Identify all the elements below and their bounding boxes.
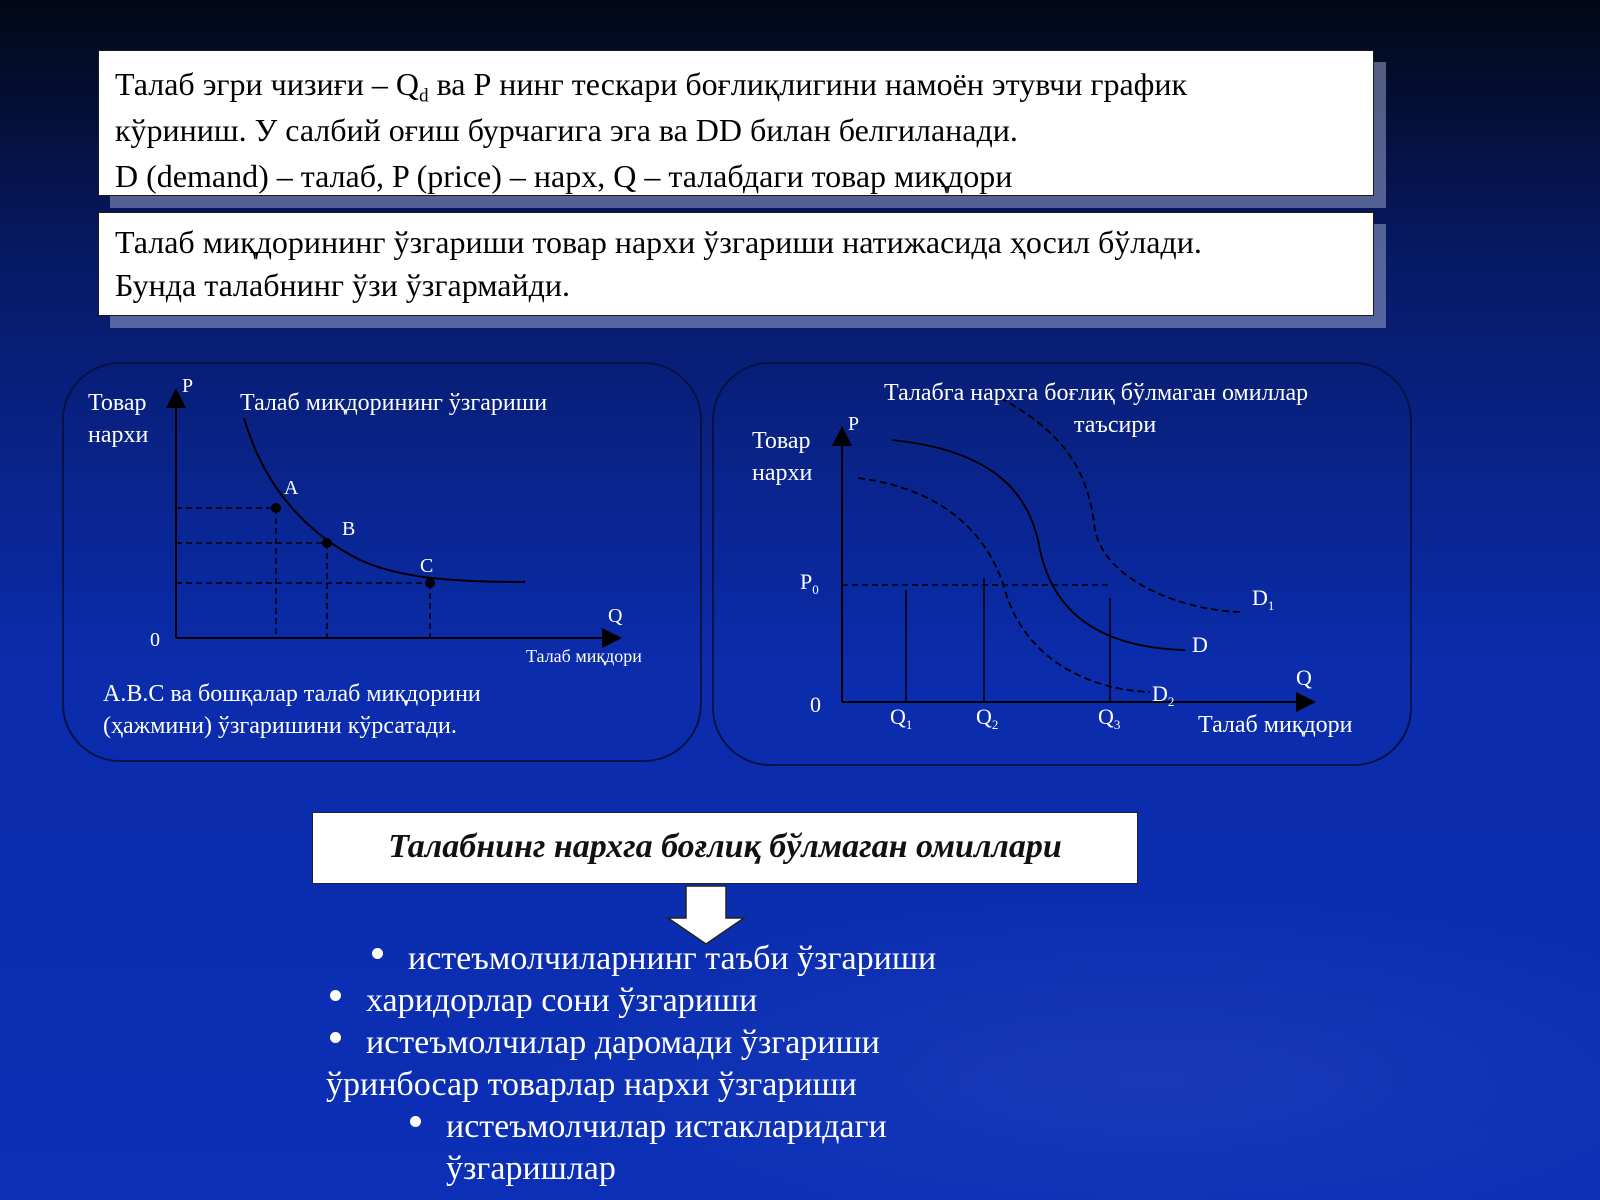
factor-item-4: ўринбосар товарлар нархи ўзгариши: [326, 1066, 857, 1103]
down-arrow-icon: [664, 884, 754, 946]
factor-item-5: истеъмолчилар истакларидаги: [446, 1108, 887, 1145]
curve-d1-label: $D_1$: [1252, 585, 1275, 613]
right-y-axis-symbol: P: [848, 413, 860, 435]
right-xlabel: Талаб миқдори: [1198, 712, 1353, 738]
quantity-change-line-2: Бунда талабнинг ўзи ўзгармайди.: [115, 267, 571, 303]
right-x-axis-symbol: Q: [1296, 665, 1312, 690]
q2-label: $Q_2$: [976, 704, 999, 732]
factor-item-3: истеъмолчилар даромади ўзгариши: [366, 1024, 880, 1061]
bullet-dot-1: [372, 948, 383, 959]
point-a-label: A: [284, 477, 299, 499]
left-caption-line-1: А.В.С ва бошқалар талаб миқдорини: [103, 681, 481, 707]
curve-d2-label: $D_2$: [1152, 681, 1175, 709]
point-c-label: C: [420, 555, 434, 577]
curve-d-label: D: [1192, 632, 1208, 657]
right-title-line-1: Талабга нархга боғлиқ бўлмаган омиллар: [884, 380, 1309, 406]
point-b-label: B: [342, 518, 356, 540]
bullet-dot-2: [330, 990, 341, 1001]
factor-item-6: ўзгаришлар: [446, 1150, 616, 1187]
right-title-line-2: таъсири: [1074, 412, 1157, 438]
bullet-dot-5: [410, 1116, 421, 1127]
left-xlabel: Талаб миқдори: [526, 646, 642, 666]
factor-item-1: истеъмолчиларнинг таъби ўзгариши: [408, 940, 937, 977]
quantity-change-line-1: Талаб миқдорининг ўзгариши товар нархи ўзгариши натижасида ҳосил бўлади.: [115, 224, 1202, 260]
left-y-axis-symbol: P: [182, 375, 194, 397]
right-guide-lines: [842, 578, 1110, 702]
bullet-dot-3: [330, 1032, 341, 1043]
factor-item-2: харидорлар сони ўзгариши: [366, 982, 758, 1019]
right-origin: 0: [810, 692, 821, 717]
p0-label: $P_0$: [800, 569, 819, 597]
left-x-axis-symbol: Q: [608, 605, 623, 627]
left-ylabel-line-2: нархи: [88, 422, 149, 448]
definition-line-2: кўриниш. У салбий оғиш бурчагига эга ва DD билан белгиланади.: [115, 112, 1018, 148]
right-ylabel-line-2: нархи: [752, 460, 813, 486]
left-ylabel-line-1: Товар: [88, 390, 147, 416]
left-caption-line-2: (ҳажмини) ўзгаришини кўрсатади.: [103, 713, 457, 739]
right-ylabel-line-1: Товар: [752, 428, 811, 454]
q1-label: $Q_1$: [890, 704, 913, 732]
q3-label: $Q_3$: [1098, 704, 1121, 732]
left-chart-title: Талаб миқдорининг ўзгариши: [240, 390, 548, 416]
definition-line-3: D (demand) – талаб, P (price) – нарх, Q – талабдаги товар миқдори: [115, 158, 1013, 194]
definition-line-1: Талаб эгри чизиғи – $Q_d$ ва Р нинг тескари боғлиқлигини намоён этувчи график: [115, 66, 1188, 107]
curve-d: [892, 440, 1185, 650]
non-price-factors-title: Талабнинг нархга боғлиқ бўлмаган омиллари: [312, 812, 1138, 884]
left-origin: 0: [150, 629, 160, 651]
